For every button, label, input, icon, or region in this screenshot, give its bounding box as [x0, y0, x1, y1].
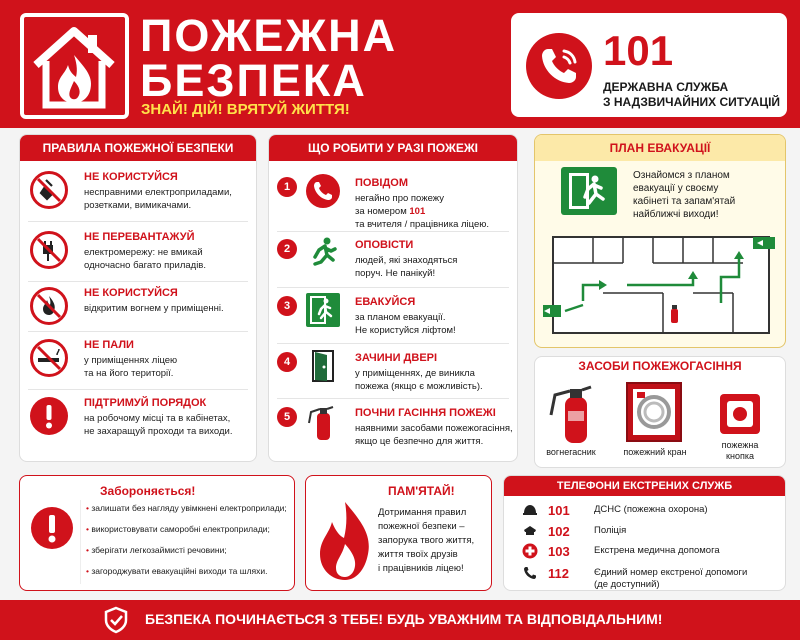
divider	[28, 221, 248, 222]
step-text-line: пожежа (якщо є можливість).	[355, 381, 483, 392]
evacuation-text	[633, 169, 735, 221]
house-fire-logo-icon	[20, 13, 129, 119]
phone-desc-line: (де доступний)	[594, 579, 660, 590]
step-text-line: поруч. Не панікуй!	[355, 268, 436, 279]
step-text-line: за планом евакуації.	[355, 312, 446, 323]
step-title: ПОВІДОМ	[355, 177, 409, 189]
step-text-line: якщо це безпечно для життя.	[355, 436, 484, 447]
door-icon	[305, 348, 341, 384]
emergency-call-box	[511, 13, 787, 117]
divider	[28, 389, 248, 390]
slogan: ЗНАЙ! ДІЙ! ВРЯТУЙ ЖИТТЯ!	[141, 101, 350, 118]
step-text-line: у приміщеннях, де виникла	[355, 368, 475, 379]
fire-steps-panel	[268, 134, 518, 462]
forbidden-item: • використовувати саморобні електроприлади;	[86, 524, 270, 534]
divider	[277, 343, 509, 344]
footer-text: БЕЗПЕКА ПОЧИНАЄТЬСЯ З ТЕБЕ! БУДЬ УВАЖНИМ ТА ВІДПОВІДАЛЬНИМ!	[145, 611, 663, 627]
step-text	[355, 311, 456, 337]
step-text	[355, 192, 489, 231]
police-cap-icon	[522, 523, 538, 539]
step-text-line: негайно про пожежу	[355, 193, 444, 204]
floor-plan-map	[543, 233, 779, 346]
rules-panel	[19, 134, 257, 462]
rule-text	[84, 246, 206, 272]
remember-text-line: життя твоїх друзів	[378, 549, 458, 560]
evacuation-text-line: найближчі виходи!	[633, 209, 719, 220]
warning-exclamation-icon	[30, 397, 68, 435]
divider	[277, 231, 509, 232]
divider	[277, 398, 509, 399]
fire-extinguisher-icon	[305, 403, 341, 439]
step-title: ОПОВІСТИ	[355, 239, 414, 251]
emergency-exit-icon	[305, 292, 341, 328]
remember-text-line: і працівників ліцею!	[378, 563, 464, 574]
forbidden-list	[86, 498, 287, 582]
phone-number: 102	[548, 524, 570, 539]
rule-title: НЕ КОРИСТУЙСЯ	[84, 171, 178, 183]
step-text	[355, 254, 457, 280]
phone-call-icon	[305, 173, 341, 209]
rule-text	[84, 302, 224, 315]
fire-alarm-button-icon	[719, 393, 761, 440]
forbidden-item: • залишати без нагляду увімкнені електроприлади;	[86, 503, 287, 513]
step-title: ПОЧНИ ГАСІННЯ ПОЖЕЖІ	[355, 407, 496, 419]
phone-number: 101	[548, 503, 570, 518]
extinguisher-label: вогнегасник	[546, 447, 596, 457]
step-text-line: людей, які знаходяться	[355, 255, 458, 266]
step-number: 5	[277, 407, 297, 427]
rule-text-line: одночасно багато приладів.	[84, 260, 206, 271]
evacuation-plan-panel	[534, 134, 786, 348]
evacuation-text-line: Ознайомся з планом	[633, 170, 730, 181]
emergency-number: 101	[603, 27, 674, 74]
step-text-line: наявними засобами пожежогасіння,	[355, 423, 513, 434]
rule-text-line: на робочому місці та в кабінетах,	[84, 413, 231, 424]
phone-call-icon	[526, 33, 592, 99]
step-text	[355, 367, 483, 393]
rule-text-line: відкритим вогнем у приміщенні.	[84, 303, 224, 314]
emergency-exit-sign-icon	[561, 167, 617, 220]
forbidden-heading: Забороняється!	[100, 484, 196, 498]
divider	[28, 281, 248, 282]
fire-hose-cabinet-icon	[625, 381, 683, 448]
step-text-line	[355, 205, 489, 218]
phone-icon	[522, 565, 538, 581]
phone-number: 112	[548, 566, 569, 581]
service-name	[603, 80, 780, 110]
no-open-fire-icon	[30, 287, 68, 325]
rule-title: НЕ ПЕРЕВАНТАЖУЙ	[84, 231, 195, 243]
step-title: ЕВАКУЙСЯ	[355, 296, 416, 308]
emergency-phones-panel	[503, 475, 786, 591]
forbidden-panel	[19, 475, 295, 591]
service-name-line2: З НАДЗВИЧАЙНИХ СИТУАЦІЙ	[603, 95, 781, 109]
rule-title: НЕ ПАЛИ	[84, 339, 134, 351]
remember-text-line: пожежної безпеки –	[378, 521, 465, 532]
rule-text	[84, 186, 232, 212]
phone-desc-line: Єдиний номер екстреної допомоги	[594, 567, 748, 578]
rules-heading: ПРАВИЛА ПОЖЕЖНОЇ БЕЗПЕКИ	[20, 135, 256, 161]
remember-text-line: Дотримання правил	[378, 507, 467, 518]
divider	[28, 331, 248, 332]
phones-heading: ТЕЛЕФОНИ ЕКСТРЕНИХ СЛУЖБ	[504, 476, 785, 496]
divider	[277, 287, 509, 288]
no-electric-plug-icon	[30, 171, 68, 209]
forbidden-item: • зберігати легкозаймисті речовини;	[86, 545, 227, 555]
step-number: 1	[277, 177, 297, 197]
phone-desc	[594, 567, 747, 591]
rule-title: ПІДТРИМУЙ ПОРЯДОК	[84, 397, 207, 409]
alarm-button-label-line: кнопка	[726, 451, 754, 461]
phone-desc: Екстрена медична допомога	[594, 545, 720, 556]
fire-extinguisher-icon	[545, 381, 599, 448]
no-smoking-icon	[30, 339, 68, 377]
rule-text	[84, 412, 232, 438]
page-title-line1: ПОЖЕЖНА	[140, 10, 398, 61]
phone-number: 103	[548, 544, 570, 559]
rule-text-line: електромережу: не вмикай	[84, 247, 203, 258]
phone-desc: Поліція	[594, 525, 627, 536]
forbidden-item: • загороджувати евакуаційні виходи та шляхи.	[86, 566, 268, 576]
fire-flame-icon	[314, 498, 376, 589]
warning-exclamation-icon	[30, 506, 74, 555]
rule-text-line: та на його території.	[84, 368, 174, 379]
remember-text-line: запорука твого життя,	[378, 535, 475, 546]
alarm-button-label-line: пожежна	[721, 440, 759, 450]
page-title-line2: БЕЗПЕКА	[140, 55, 367, 106]
rule-text	[84, 354, 177, 380]
fire-steps-heading: ЩО РОБИТИ У РАЗІ ПОЖЕЖІ	[269, 135, 517, 161]
shield-check-icon	[103, 606, 129, 639]
rule-text-line: розетками, вимикачами.	[84, 200, 192, 211]
remember-panel	[305, 475, 492, 591]
evacuation-heading: ПЛАН ЕВАКУАЦІЇ	[535, 135, 785, 161]
step-title: ЗАЧИНИ ДВЕРІ	[355, 352, 438, 364]
forbidden-item-text: залишати без нагляду увімкнені електроприлади;	[91, 503, 287, 513]
forbidden-item-text: зберігати легкозаймисті речовини;	[91, 545, 227, 555]
footer-bar	[0, 600, 800, 640]
divider	[80, 500, 81, 584]
extinguishing-panel	[534, 356, 786, 468]
rule-text-line: несправними електроприладами,	[84, 187, 232, 198]
phone-desc: ДСНС (пожежна охорона)	[594, 504, 708, 515]
forbidden-item-text: загороджувати евакуаційні виходи та шляхи.	[91, 566, 268, 576]
firefighter-helmet-icon	[522, 502, 538, 518]
header	[0, 0, 800, 128]
no-overload-plug-icon	[30, 231, 68, 269]
medical-cross-icon	[522, 543, 538, 559]
evacuation-text-line: кабінеті та запам'ятай	[633, 196, 736, 207]
remember-heading: ПАМ'ЯТАЙ!	[388, 484, 455, 498]
rule-title: НЕ КОРИСТУЙСЯ	[84, 287, 178, 299]
step-text-part: за номером	[355, 206, 410, 217]
fire-hose-label: пожежний кран	[623, 447, 687, 457]
running-person-icon	[305, 235, 341, 271]
alarm-button-label	[705, 440, 775, 462]
rule-text-line: у приміщеннях ліцею	[84, 355, 178, 366]
evacuation-text-line: евакуації у своєму	[633, 183, 719, 194]
rule-text-line: не захаращуй проходи та виходи.	[84, 426, 233, 437]
forbidden-item-text: використовувати саморобні електроприлади;	[91, 524, 270, 534]
step-number: 3	[277, 296, 297, 316]
step-emergency-number: 101	[409, 206, 426, 217]
extinguishing-heading: ЗАСОБИ ПОЖЕЖОГАСІННЯ	[578, 359, 742, 373]
step-text	[355, 422, 513, 448]
step-text-line: та вчителя / працівника ліцею.	[355, 219, 490, 230]
service-name-line1: ДЕРЖАВНА СЛУЖБА	[603, 80, 729, 94]
step-number: 4	[277, 352, 297, 372]
step-number: 2	[277, 239, 297, 259]
step-text-line: Не користуйся ліфтом!	[355, 325, 456, 336]
remember-text	[378, 506, 474, 576]
